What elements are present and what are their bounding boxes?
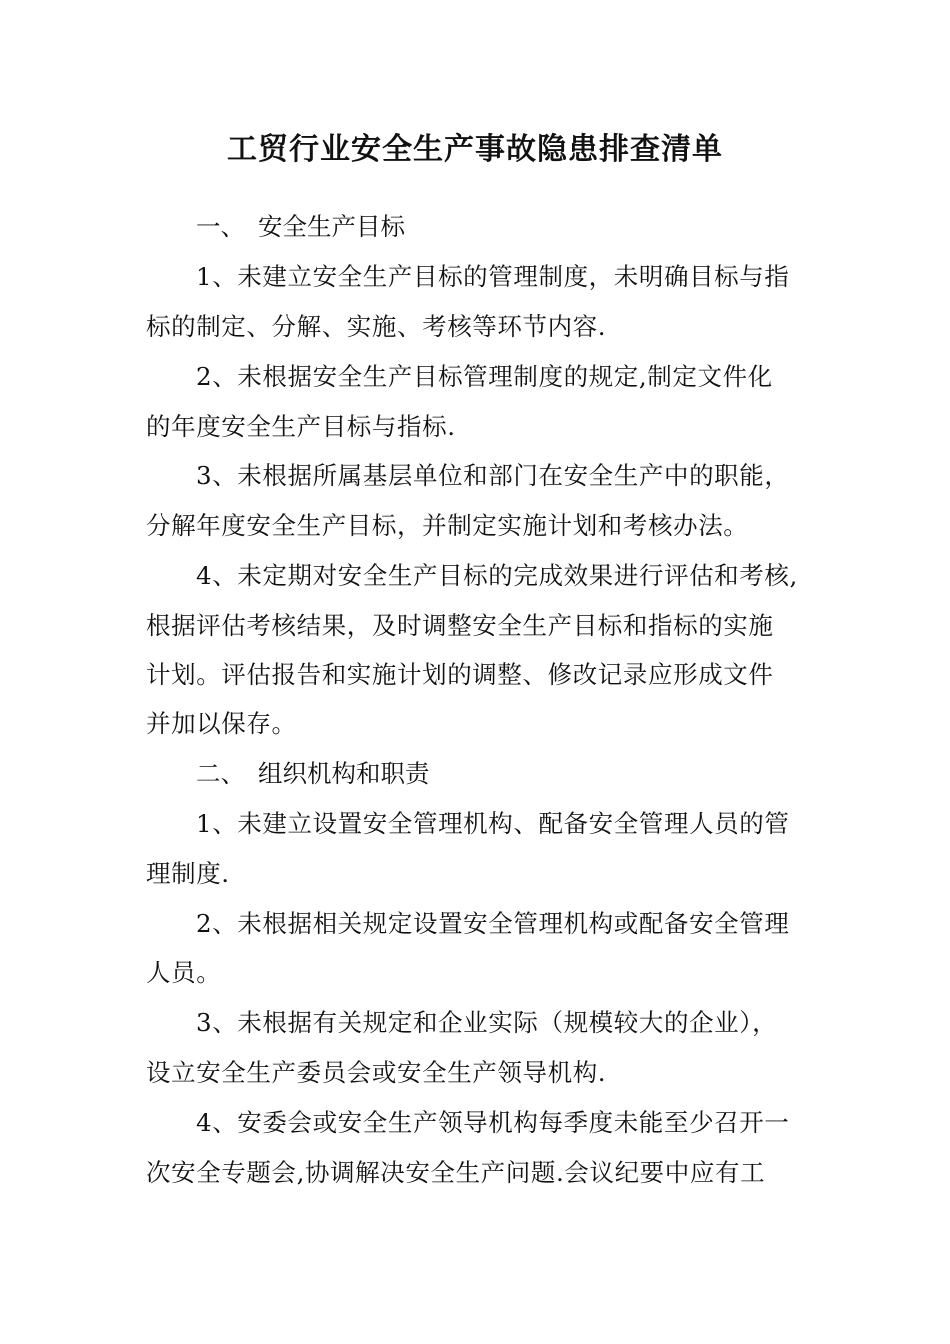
paragraph-line: 4、未定期对安全生产目标的完成效果进行评估和考核, bbox=[196, 561, 798, 590]
paragraph-line: 根据评估考核结果，及时调整安全生产目标和指标的实施 bbox=[146, 611, 774, 640]
paragraph-line: 设立安全生产委员会或安全生产领导机构. bbox=[146, 1058, 607, 1087]
paragraph-line: 分解年度安全生产目标，并制定实施计划和考核办法。 bbox=[146, 511, 749, 540]
section-title: 安全生产目标 bbox=[258, 212, 405, 241]
section-number: 二、 bbox=[196, 759, 245, 788]
paragraph-line: 1、未建立安全生产目标的管理制度，未明确目标与指 bbox=[196, 262, 790, 291]
paragraph-line: 3、未根据所属基层单位和部门在安全生产中的职能， bbox=[196, 461, 790, 490]
section-heading-1 bbox=[196, 209, 405, 245]
paragraph-line: 次安全专题会,协调解决安全生产问题.会议纪要中应有工 bbox=[146, 1158, 766, 1187]
paragraph-line: 2、未根据相关规定设置安全管理机构或配备安全管理 bbox=[196, 909, 790, 938]
paragraph-line: 的年度安全生产目标与指标. bbox=[146, 412, 456, 441]
paragraph-line: 计划。评估报告和实施计划的调整、修改记录应形成文件 bbox=[146, 660, 774, 689]
paragraph-line: 理制度. bbox=[146, 859, 230, 888]
paragraph-line: 4、安委会或安全生产领导机构每季度未能至少召开一 bbox=[196, 1108, 790, 1137]
paragraph-line: 2、未根据安全生产目标管理制度的规定,制定文件化 bbox=[196, 362, 773, 391]
paragraph-line: 标的制定、分解、实施、考核等环节内容. bbox=[146, 312, 607, 341]
section-number: 一、 bbox=[196, 212, 245, 241]
section-heading-2 bbox=[196, 756, 430, 792]
paragraph-line: 人员。 bbox=[146, 958, 222, 987]
section-title: 组织机构和职责 bbox=[258, 759, 430, 788]
document-title: 工贸行业安全生产事故隐患排查清单 bbox=[227, 132, 723, 167]
paragraph-line: 3、未根据有关规定和企业实际（规模较大的企业）， bbox=[196, 1008, 778, 1037]
paragraph-line: 并加以保存。 bbox=[146, 709, 297, 738]
paragraph-line: 1、未建立设置安全管理机构、配备安全管理人员的管 bbox=[196, 809, 790, 838]
